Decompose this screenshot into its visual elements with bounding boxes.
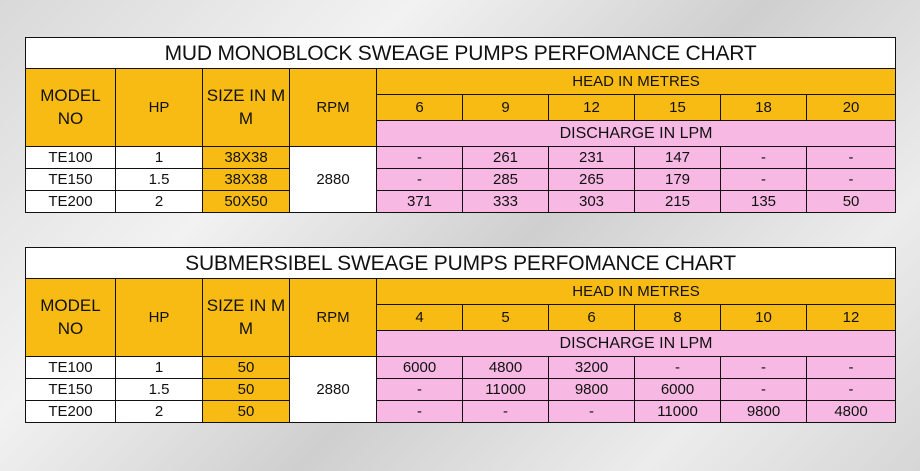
mud-monoblock-chart	[25, 37, 896, 213]
head-value: 4	[377, 305, 463, 331]
hp-cell: 1.5	[116, 379, 203, 401]
discharge-cell: -	[721, 147, 807, 169]
discharge-cell: -	[377, 169, 463, 191]
head-value: 18	[721, 95, 807, 121]
rpm-header: RPM	[290, 69, 377, 147]
table-row	[26, 169, 896, 191]
head-value: 12	[807, 305, 896, 331]
discharge-cell: 147	[635, 147, 721, 169]
hp-header: HP	[116, 69, 203, 147]
discharge-cell: -	[377, 147, 463, 169]
model-cell: TE200	[26, 401, 116, 423]
discharge-header: DISCHARGE IN LPM	[377, 331, 896, 357]
model-cell: TE150	[26, 169, 116, 191]
head-value: 6	[377, 95, 463, 121]
discharge-cell: -	[807, 147, 896, 169]
hp-cell: 1	[116, 147, 203, 169]
hp-cell: 2	[116, 401, 203, 423]
discharge-cell: -	[635, 357, 721, 379]
discharge-cell: -	[807, 357, 896, 379]
hp-cell: 1	[116, 357, 203, 379]
submersible-chart	[25, 247, 896, 423]
discharge-cell: 303	[549, 191, 635, 213]
head-value: 8	[635, 305, 721, 331]
discharge-cell: -	[721, 357, 807, 379]
size-header: SIZE IN M M	[203, 279, 290, 357]
discharge-cell: 333	[463, 191, 549, 213]
model-cell: TE100	[26, 147, 116, 169]
model-cell: TE200	[26, 191, 116, 213]
hp-header: HP	[116, 279, 203, 357]
discharge-cell: -	[807, 169, 896, 191]
discharge-cell: -	[721, 169, 807, 191]
size-cell: 50X50	[203, 191, 290, 213]
head-value: 10	[721, 305, 807, 331]
rpm-cell: 2880	[290, 357, 377, 423]
model-header: MODEL NO	[26, 69, 116, 147]
table-row	[26, 379, 896, 401]
discharge-cell: 231	[549, 147, 635, 169]
discharge-cell: 4800	[463, 357, 549, 379]
chart-title: MUD MONOBLOCK SWEAGE PUMPS PERFOMANCE CHART	[26, 38, 896, 69]
head-value: 15	[635, 95, 721, 121]
discharge-cell: -	[377, 379, 463, 401]
head-value: 6	[549, 305, 635, 331]
size-cell: 38X38	[203, 147, 290, 169]
table-row	[26, 357, 896, 379]
discharge-cell: 6000	[635, 379, 721, 401]
table-row	[26, 147, 896, 169]
head-value: 20	[807, 95, 896, 121]
discharge-cell: 6000	[377, 357, 463, 379]
discharge-cell: 9800	[549, 379, 635, 401]
head-value: 5	[463, 305, 549, 331]
hp-cell: 1.5	[116, 169, 203, 191]
model-cell: TE150	[26, 379, 116, 401]
discharge-cell: 11000	[635, 401, 721, 423]
discharge-cell: -	[807, 379, 896, 401]
size-cell: 38X38	[203, 169, 290, 191]
table-row	[26, 191, 896, 213]
rpm-header: RPM	[290, 279, 377, 357]
head-header: HEAD IN METRES	[377, 69, 896, 95]
discharge-cell: 50	[807, 191, 896, 213]
size-cell: 50	[203, 401, 290, 423]
head-value: 9	[463, 95, 549, 121]
discharge-cell: 135	[721, 191, 807, 213]
size-header: SIZE IN M M	[203, 69, 290, 147]
table-row	[26, 401, 896, 423]
discharge-cell: -	[463, 401, 549, 423]
discharge-cell: 285	[463, 169, 549, 191]
head-value: 12	[549, 95, 635, 121]
rpm-cell: 2880	[290, 147, 377, 213]
discharge-cell: -	[377, 401, 463, 423]
model-header: MODEL NO	[26, 279, 116, 357]
discharge-cell: 179	[635, 169, 721, 191]
model-cell: TE100	[26, 357, 116, 379]
discharge-cell: 3200	[549, 357, 635, 379]
hp-cell: 2	[116, 191, 203, 213]
discharge-cell: -	[721, 379, 807, 401]
size-cell: 50	[203, 357, 290, 379]
discharge-cell: -	[549, 401, 635, 423]
discharge-cell: 215	[635, 191, 721, 213]
discharge-cell: 265	[549, 169, 635, 191]
head-header: HEAD IN METRES	[377, 279, 896, 305]
discharge-cell: 9800	[721, 401, 807, 423]
discharge-cell: 261	[463, 147, 549, 169]
size-cell: 50	[203, 379, 290, 401]
discharge-cell: 4800	[807, 401, 896, 423]
discharge-cell: 11000	[463, 379, 549, 401]
discharge-cell: 371	[377, 191, 463, 213]
chart-title: SUBMERSIBEL SWEAGE PUMPS PERFOMANCE CHART	[26, 248, 896, 279]
discharge-header: DISCHARGE IN LPM	[377, 121, 896, 147]
